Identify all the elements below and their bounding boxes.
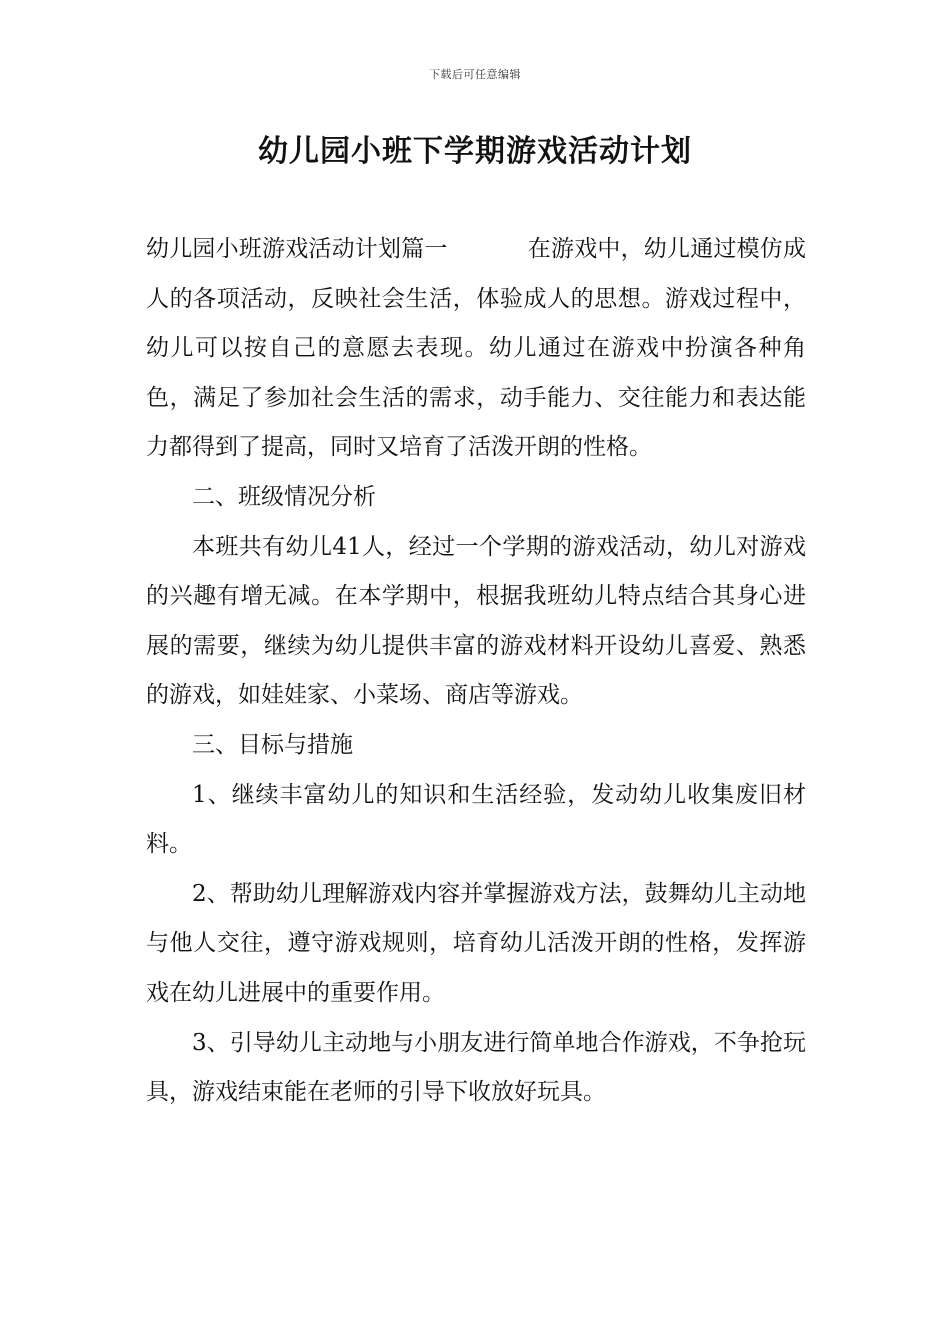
header-note: 下载后可任意编辑 bbox=[429, 68, 521, 81]
goal-item-3: 3、引导幼儿主动地与小朋友进行简单地合作游戏，不争抢玩具，游戏结束能在老师的引导下收放好玩具。 bbox=[146, 1029, 806, 1106]
class-analysis-paragraph: 本班共有幼儿41人，经过一个学期的游戏活动，幼儿对游戏的兴趣有增无减。在本学期中，根据我班幼儿特点结合其身心进展的需要，继续为幼儿提供丰富的游戏材料开设幼儿喜爱、熟悉的游戏，如娃娃家、小菜场、商店等游戏。 bbox=[146, 533, 806, 709]
goal-item-2: 2、帮助幼儿理解游戏内容并掌握游戏方法，鼓舞幼儿主动地与他人交往，遵守游戏规则，培育幼儿活泼开朗的性格，发挥游戏在幼儿进展中的重要作用。 bbox=[146, 880, 806, 1006]
intro-paragraph bbox=[146, 225, 806, 473]
document-body bbox=[146, 225, 806, 1118]
intro-heading: 幼儿园小班游戏活动计划篇一 bbox=[146, 236, 448, 262]
document-title: 幼儿园小班下学期游戏活动计划 bbox=[258, 134, 692, 169]
intro-text: 在游戏中，幼儿通过模仿成人的各项活动，反映社会生活，体验成人的思想。游戏过程中，幼儿可以按自己的意愿去表现。幼儿通过在游戏中扮演各种角色，满足了参加社会生活的需求，动手能力、交往能力和表达能力都得到了提高，同时又培育了活泼开朗的性格。 bbox=[146, 236, 807, 461]
goal-item-1: 1、继续丰富幼儿的知识和生活经验，发动幼儿收集废旧材料。 bbox=[146, 781, 806, 858]
section-heading-class-analysis: 二、班级情况分析 bbox=[192, 483, 376, 510]
section-heading-goals: 三、目标与措施 bbox=[192, 731, 353, 758]
